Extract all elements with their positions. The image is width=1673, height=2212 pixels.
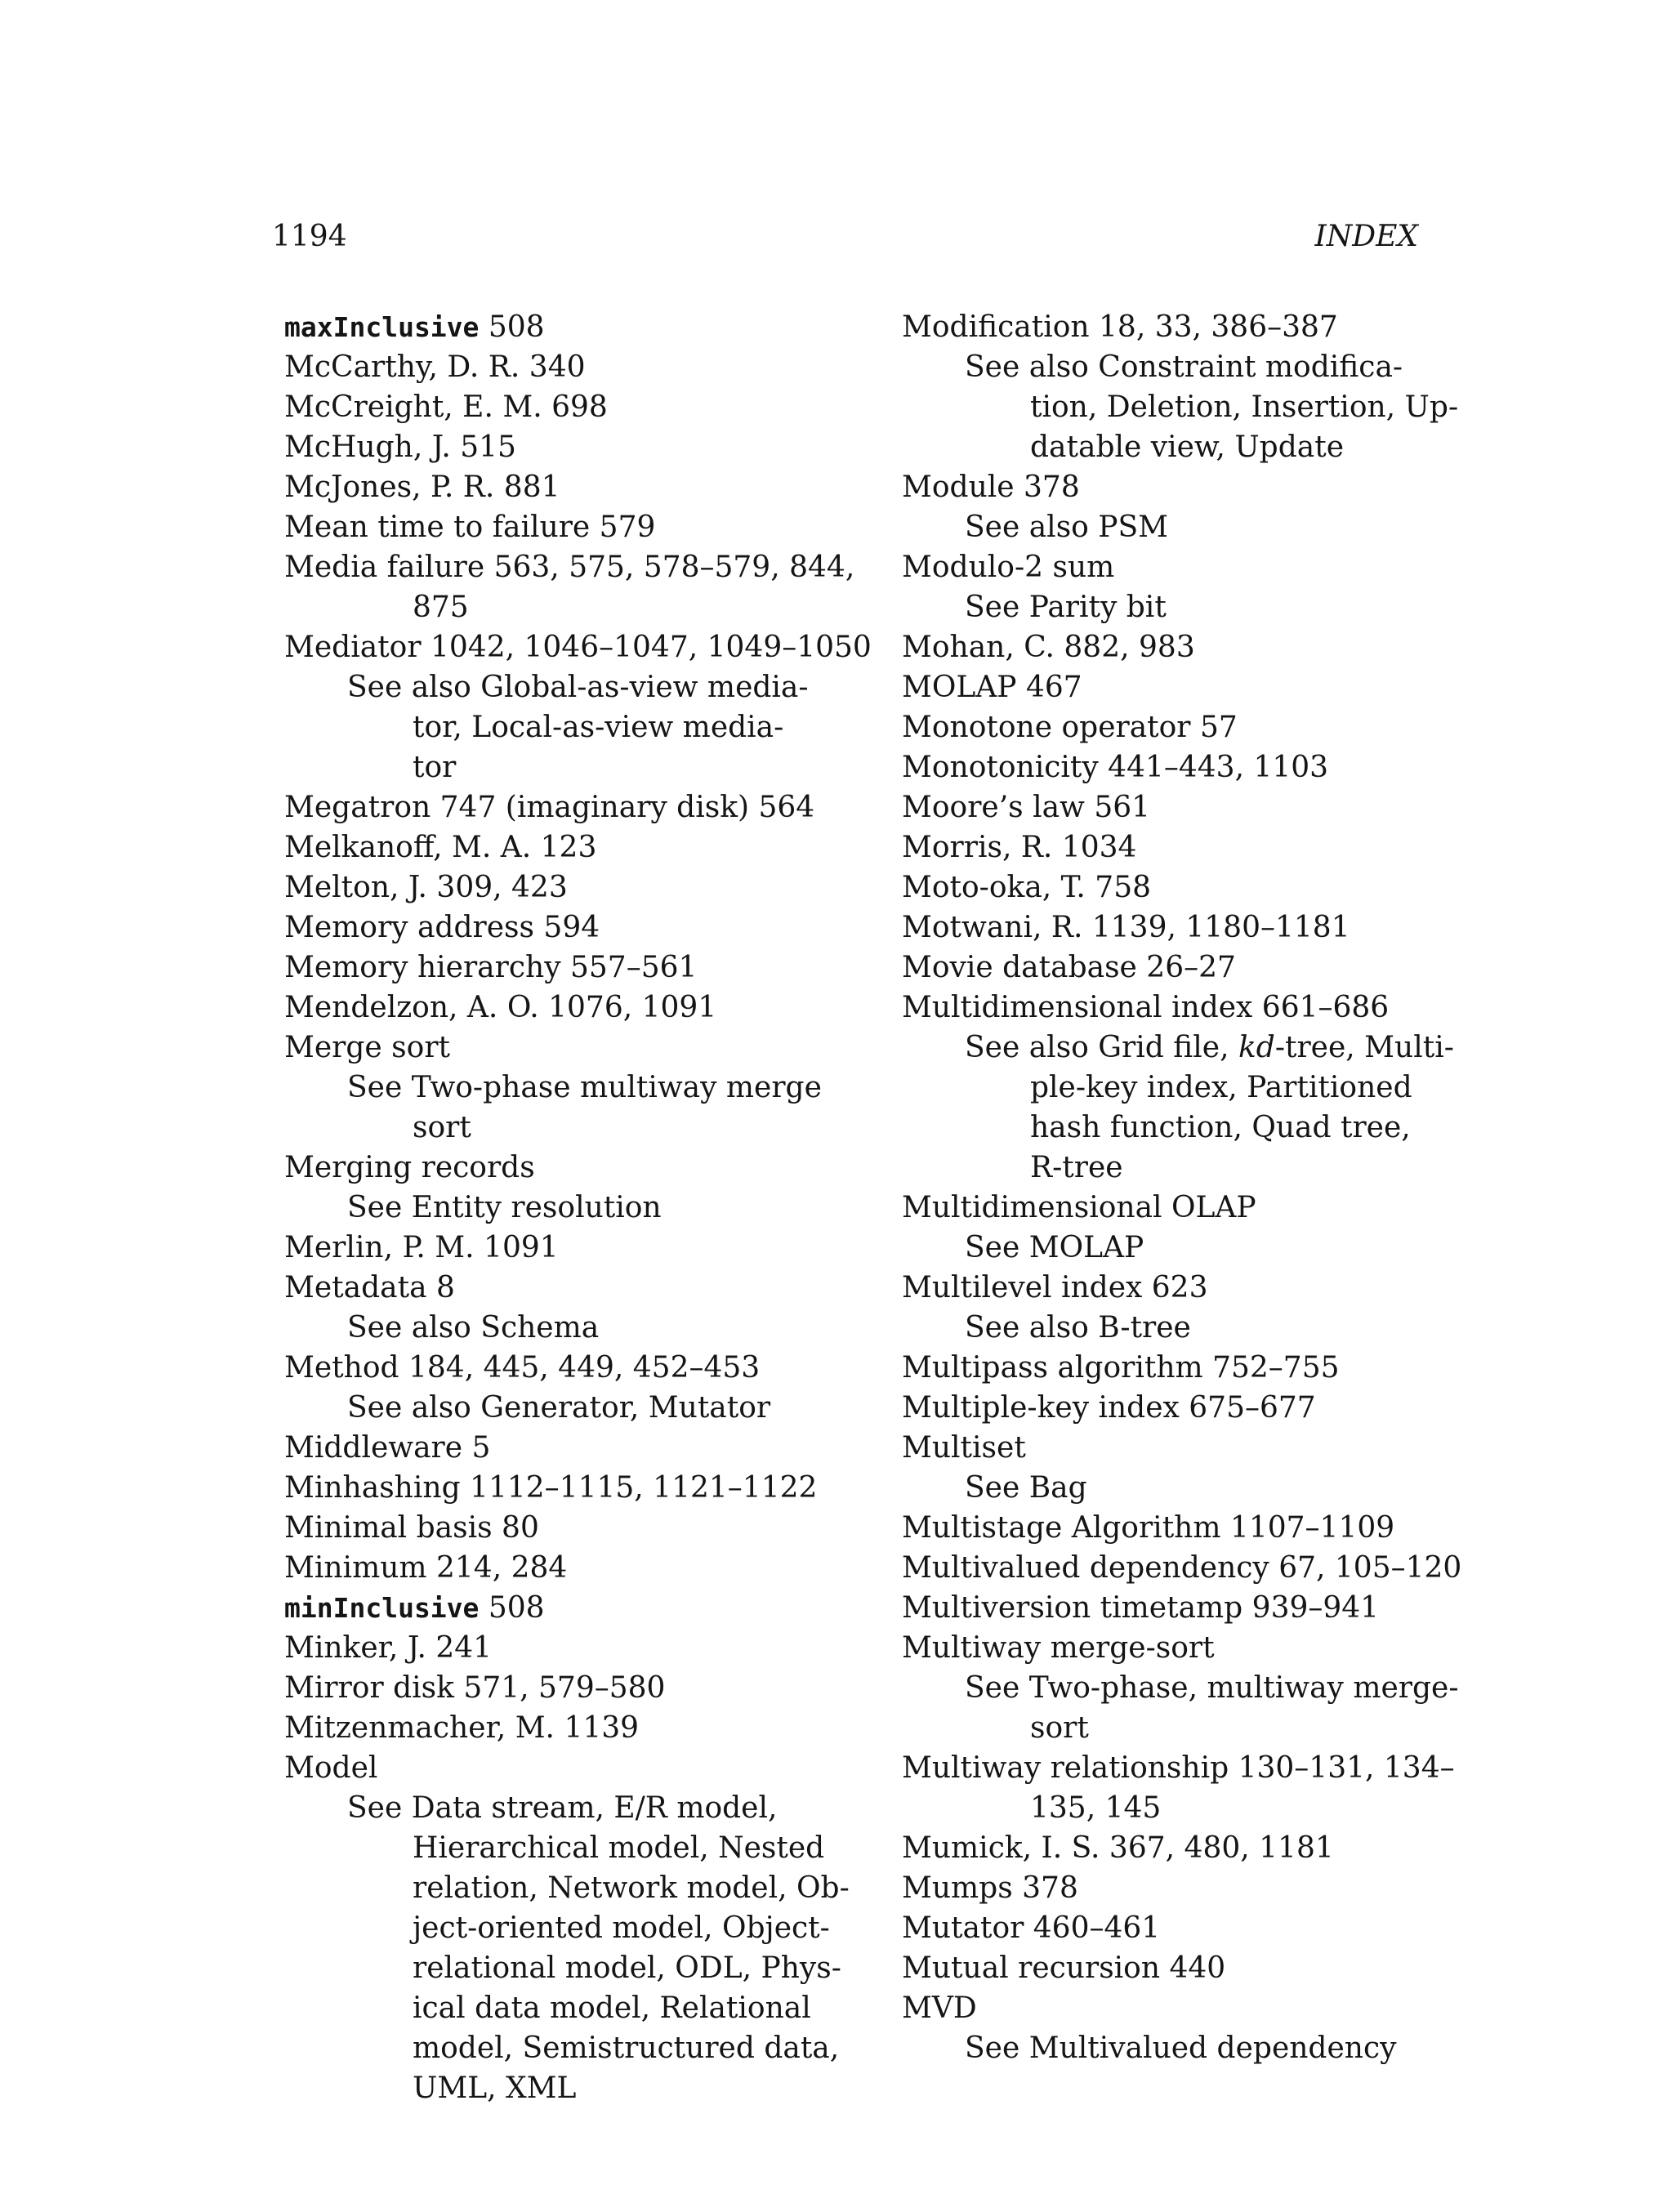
index-text: Mutual recursion 440	[902, 1951, 1226, 1985]
index-cross-reference	[902, 2028, 1474, 2068]
index-entry	[284, 948, 856, 988]
index-term-code: maxInclusive	[284, 311, 480, 343]
index-continuation-line	[284, 587, 856, 627]
index-text: Media failure 563, 575, 578–579, 844,	[284, 551, 855, 584]
index-cross-reference	[902, 347, 1474, 387]
index-text: tor	[413, 751, 457, 784]
index-continuation-line	[284, 1828, 856, 1868]
index-text: Multiple-key index 675–677	[902, 1391, 1316, 1425]
index-continuation-line	[902, 387, 1474, 427]
index-continuation-line	[284, 1108, 856, 1148]
index-entry	[902, 1948, 1474, 1988]
index-text: tion, Deletion, Insertion, Up-	[1030, 390, 1459, 424]
index-text: R-tree	[1030, 1151, 1123, 1184]
index-term-code: minInclusive	[284, 1592, 480, 1624]
index-text: See also Generator, Mutator	[347, 1391, 771, 1425]
index-entry	[284, 627, 872, 667]
index-text: See Two-phase, multiway merge-	[965, 1671, 1459, 1705]
index-text: McJones, P. R. 881	[284, 470, 560, 504]
index-continuation-line	[284, 2028, 856, 2068]
index-text: 508	[479, 310, 545, 344]
index-text: Merging records	[284, 1151, 535, 1184]
index-entry	[284, 307, 856, 347]
index-entry	[902, 1828, 1474, 1868]
index-text: Morris, R. 1034	[902, 831, 1137, 864]
index-text: ple-key index, Partitioned	[1030, 1071, 1412, 1104]
index-entry	[284, 1628, 856, 1668]
index-text: tor, Local-as-view media-	[413, 711, 784, 744]
index-text: 508	[479, 1591, 545, 1625]
index-text: Modification 18, 33, 386–387	[902, 310, 1338, 344]
index-text: Multidimensional index 661–686	[902, 991, 1390, 1024]
index-entry	[902, 1588, 1474, 1628]
index-text: hash function, Quad tree,	[1030, 1111, 1411, 1144]
index-text: Multiset	[902, 1431, 1026, 1465]
index-entry	[902, 1188, 1474, 1228]
index-text: Megatron 747 (imaginary disk) 564	[284, 791, 815, 824]
index-text: Monotonicity 441–443, 1103	[902, 751, 1329, 784]
index-entry	[284, 1348, 856, 1388]
index-text: Monotone operator 57	[902, 711, 1238, 744]
index-text: Memory hierarchy 557–561	[284, 951, 698, 984]
index-entry	[284, 1748, 856, 1788]
index-text: Model	[284, 1751, 378, 1785]
index-text: Melkanoff, M. A. 123	[284, 831, 597, 864]
index-text: Melton, J. 309, 423	[284, 871, 568, 904]
index-text: 875	[413, 591, 469, 624]
index-entry	[284, 787, 856, 827]
index-text: See also Global-as-view media-	[347, 671, 809, 704]
index-cross-reference	[902, 1468, 1474, 1508]
index-text: McCreight, E. M. 698	[284, 390, 608, 424]
index-text: Mirror disk 571, 579–580	[284, 1671, 666, 1705]
index-entry	[284, 867, 856, 908]
index-text: 135, 145	[1030, 1791, 1162, 1825]
index-text: Mutator 460–461	[902, 1911, 1161, 1945]
index-continuation-line	[284, 1988, 856, 2028]
index-text: ject-oriented model, Object-	[413, 1911, 830, 1945]
index-entry	[902, 1748, 1474, 1788]
index-text: See also Grid file,	[965, 1031, 1238, 1064]
index-text: McCarthy, D. R. 340	[284, 350, 586, 384]
index-text: MOLAP 467	[902, 671, 1082, 704]
index-entry	[902, 547, 1474, 587]
index-continuation-line	[902, 1708, 1474, 1748]
index-entry	[902, 707, 1474, 747]
index-cross-reference	[284, 1188, 856, 1228]
index-column-left	[284, 307, 872, 2108]
index-entry	[284, 507, 856, 547]
index-text: relational model, ODL, Phys-	[413, 1951, 841, 1985]
index-text: UML, XML	[413, 2072, 577, 2105]
index-text: McHugh, J. 515	[284, 430, 516, 464]
index-entry	[902, 1548, 1474, 1588]
index-entry	[902, 867, 1474, 908]
index-text: Multipass algorithm 752–755	[902, 1351, 1340, 1385]
index-text: See also Constraint modifica-	[965, 350, 1403, 384]
index-text: See Data stream, E/R model,	[347, 1791, 778, 1825]
index-continuation-line	[284, 707, 856, 747]
index-cross-reference	[902, 587, 1474, 627]
index-entry	[284, 1708, 856, 1748]
index-entry	[284, 1508, 856, 1548]
index-cross-reference	[902, 507, 1474, 547]
index-entry	[284, 387, 856, 427]
index-continuation-line	[284, 1908, 856, 1948]
index-text: Memory address 594	[284, 911, 600, 944]
index-entry	[902, 667, 1474, 707]
index-text: relation, Network model, Ob-	[413, 1871, 850, 1905]
index-text: See Bag	[965, 1471, 1087, 1505]
index-entry	[902, 307, 1474, 347]
index-cross-reference	[284, 1068, 856, 1108]
index-text: Multilevel index 623	[902, 1271, 1208, 1304]
index-cross-reference	[902, 1228, 1474, 1268]
index-entry	[902, 1868, 1474, 1908]
index-text: Multidimensional OLAP	[902, 1191, 1256, 1224]
index-text: Minimal basis 80	[284, 1511, 539, 1545]
index-entry	[902, 1908, 1474, 1948]
index-text: Mumps 378	[902, 1871, 1078, 1905]
index-entry	[902, 1988, 1474, 2028]
index-entry	[902, 467, 1474, 507]
index-entry	[284, 1148, 856, 1188]
index-entry	[902, 1628, 1474, 1668]
index-entry	[902, 627, 1474, 667]
index-cross-reference	[902, 1028, 1474, 1068]
index-text: Multistage Algorithm 1107–1109	[902, 1511, 1395, 1545]
index-column-right	[902, 307, 1474, 2068]
index-text: See Entity resolution	[347, 1191, 662, 1224]
index-text: See MOLAP	[965, 1231, 1144, 1264]
index-continuation-line	[902, 1788, 1474, 1828]
index-continuation-line	[902, 1108, 1474, 1148]
index-entry	[284, 467, 856, 507]
index-text: sort	[1030, 1711, 1089, 1745]
index-text: Motwani, R. 1139, 1180–1181	[902, 911, 1350, 944]
index-entry	[284, 1468, 856, 1508]
index-continuation-line	[284, 747, 856, 787]
index-text: Hierarchical model, Nested	[413, 1831, 825, 1865]
index-text: Movie database 26–27	[902, 951, 1236, 984]
index-text: sort	[413, 1111, 471, 1144]
index-text: Multiway relationship 130–131, 134–	[902, 1751, 1455, 1785]
index-cross-reference	[902, 1668, 1474, 1708]
index-text: datable view, Update	[1030, 430, 1344, 464]
index-continuation-line	[284, 1948, 856, 1988]
index-entry	[284, 827, 856, 867]
index-text: Minhashing 1112–1115, 1121–1122	[284, 1471, 818, 1505]
index-text: MVD	[902, 1991, 977, 2025]
index-entry	[284, 1668, 856, 1708]
running-head	[0, 214, 1673, 260]
index-entry	[284, 547, 856, 587]
index-entry	[902, 1388, 1474, 1428]
index-entry	[284, 347, 856, 387]
index-text: Middleware 5	[284, 1431, 491, 1465]
index-text: Mohan, C. 882, 983	[902, 631, 1195, 664]
index-text: ical data model, Relational	[413, 1991, 811, 2025]
index-entry	[284, 1228, 856, 1268]
index-text: model, Semistructured data,	[413, 2031, 840, 2065]
page-number: 1194	[272, 220, 347, 253]
index-cross-reference	[284, 1308, 856, 1348]
index-text: kd	[1238, 1031, 1275, 1064]
index-cross-reference	[284, 1388, 856, 1428]
index-text: Minker, J. 241	[284, 1631, 493, 1665]
index-text: Merlin, P. M. 1091	[284, 1231, 559, 1264]
index-text: Multivalued dependency 67, 105–120	[902, 1551, 1462, 1585]
index-entry	[902, 1268, 1474, 1308]
index-text: Moto-oka, T. 758	[902, 871, 1151, 904]
index-text: Mitzenmacher, M. 1139	[284, 1711, 640, 1745]
index-text: Method 184, 445, 449, 452–453	[284, 1351, 761, 1385]
index-entry	[284, 427, 856, 467]
index-text: See Parity bit	[965, 591, 1167, 624]
index-entry	[902, 787, 1474, 827]
index-text: Multiway merge-sort	[902, 1631, 1215, 1665]
index-text: See Two-phase multiway merge	[347, 1071, 822, 1104]
index-text: Moore’s law 561	[902, 791, 1151, 824]
index-entry	[902, 988, 1474, 1028]
index-continuation-line	[284, 2068, 856, 2108]
index-entry	[902, 1348, 1474, 1388]
index-continuation-line	[902, 1068, 1474, 1108]
index-text: Modulo-2 sum	[902, 551, 1115, 584]
index-text: Module 378	[902, 470, 1080, 504]
index-text: See also Schema	[347, 1311, 600, 1345]
section-title: INDEX	[1314, 220, 1418, 253]
index-continuation-line	[284, 1868, 856, 1908]
index-entry	[284, 1588, 856, 1628]
index-entry	[284, 1268, 856, 1308]
index-continuation-line	[902, 427, 1474, 467]
index-entry	[284, 1548, 856, 1588]
index-text: Merge sort	[284, 1031, 450, 1064]
index-entry	[902, 948, 1474, 988]
index-text: See Multivalued dependency	[965, 2031, 1397, 2065]
index-continuation-line	[902, 1148, 1474, 1188]
index-entry	[284, 1428, 856, 1468]
index-text: Mumick, I. S. 367, 480, 1181	[902, 1831, 1334, 1865]
index-entry	[902, 827, 1474, 867]
index-entry	[284, 988, 856, 1028]
index-text: Metadata 8	[284, 1271, 455, 1304]
index-text: Mean time to failure 579	[284, 511, 656, 544]
index-text: -tree, Multi-	[1274, 1031, 1454, 1064]
index-entry	[284, 908, 856, 948]
index-text: See also B-tree	[965, 1311, 1191, 1345]
index-cross-reference	[284, 667, 856, 707]
index-cross-reference	[284, 1788, 856, 1828]
index-text: Minimum 214, 284	[284, 1551, 568, 1585]
index-entry	[902, 1428, 1474, 1468]
index-cross-reference	[902, 1308, 1474, 1348]
index-text: See also PSM	[965, 511, 1169, 544]
index-text: Multiversion timetamp 939–941	[902, 1591, 1380, 1625]
index-text: Mediator 1042, 1046–1047, 1049–1050	[284, 631, 872, 664]
index-entry	[902, 747, 1474, 787]
index-entry	[902, 908, 1474, 948]
index-entry	[902, 1508, 1474, 1548]
index-entry	[284, 1028, 856, 1068]
index-text: Mendelzon, A. O. 1076, 1091	[284, 991, 717, 1024]
